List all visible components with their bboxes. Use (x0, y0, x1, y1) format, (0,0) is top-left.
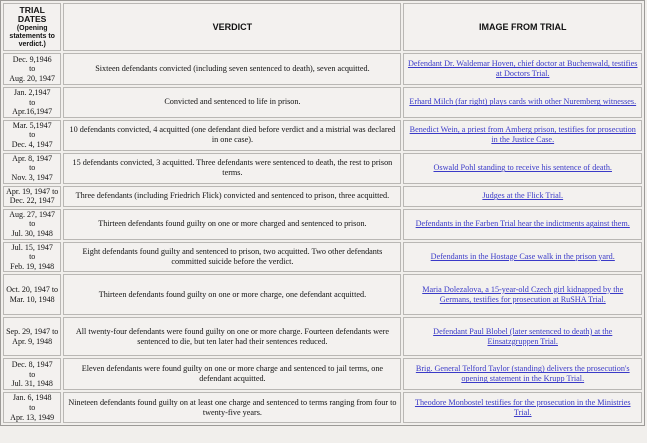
trial-date-line: Jul. 30, 1948 (11, 228, 53, 238)
header-row (3, 3, 642, 51)
dates-header-title: TRIAL DATES (17, 4, 47, 24)
table-row (3, 87, 642, 118)
trial-image-cell (403, 274, 642, 315)
trial-date-line: to (29, 130, 36, 140)
trial-date-line: Apr. 19, 1947 to (6, 186, 59, 196)
trial-dates-cell (3, 392, 61, 423)
verdict-cell: Thirteen defendants found guilty on one or more charged and sentenced to prison. (63, 209, 401, 240)
table-row (3, 358, 642, 390)
trial-date-line: to (29, 369, 36, 379)
verdict-cell: Eight defendants found guilty and sentenced to prison, two acquitted. Two other defendants committed suicide before the verdict. (63, 242, 401, 273)
trial-image-cell (403, 392, 642, 423)
trial-date-line: Feb. 19, 1948 (10, 261, 55, 271)
trial-date-line: Nov. 3, 1947 (11, 172, 53, 182)
verdict-cell: Convicted and sentenced to life in prison. (63, 87, 401, 118)
verdict-cell: 10 defendants convicted, 4 acquitted (one defendant died before verdict and a mistrial was declared in one case). (63, 120, 401, 151)
trial-date-line: Apr. 9, 1948 (12, 336, 53, 346)
trial-image-cell (403, 186, 642, 207)
trial-dates-cell (3, 317, 61, 356)
trial-image-link[interactable]: Brig. General Telford Taylor (standing) delivers the prosecution's opening statement in the Krupp Trial. (415, 364, 630, 384)
trial-date-line: to (29, 64, 36, 74)
trial-image-cell (403, 358, 642, 390)
trial-image-link[interactable]: Defendants in the Hostage Case walk in the prison yard. (430, 251, 615, 261)
trial-image-cell (403, 242, 642, 273)
trial-date-line: Dec. 4, 1947 (11, 140, 53, 150)
verdict-column-header: VERDICT (63, 3, 401, 51)
trial-dates-cell (3, 274, 61, 315)
trial-date-line: Apr. 13, 1949 (10, 412, 55, 422)
trial-image-cell (403, 87, 642, 118)
verdict-cell: 15 defendants convicted, 3 acquitted. Three defendants were sentenced to death, the rest to prison terms. (63, 153, 401, 184)
table-row (3, 317, 642, 356)
trial-dates-cell (3, 153, 61, 184)
verdict-cell: Eleven defendants were found guilty on one or more charge and sentenced to jail terms, one defendant acquitted. (63, 358, 401, 390)
dates-column-header (3, 3, 61, 51)
trial-date-line: Jul. 15, 1947 (11, 242, 53, 252)
trial-dates-cell (3, 53, 61, 85)
trial-date-line: to (29, 97, 36, 107)
trial-dates-cell (3, 242, 61, 273)
table-row (3, 242, 642, 273)
trial-image-link[interactable]: Erhard Milch (far right) plays cards with other Nuremberg witnesses. (409, 97, 637, 107)
dates-header-subtitle: (Opening statements to verdict.) (9, 24, 55, 48)
table-row (3, 209, 642, 240)
trial-image-link[interactable]: Defendant Dr. Waldemar Hoven, chief doctor at Buchenwald, testifies at Doctors Trial. (407, 59, 638, 78)
verdict-cell: Three defendants (including Friedrich Flick) convicted and sentenced to prison, three acquitted. (63, 186, 401, 207)
trial-image-link[interactable]: Defendants in the Farben Trial hear the indictments against them. (415, 219, 630, 229)
trial-image-cell (403, 317, 642, 356)
trial-date-line: to (29, 252, 36, 262)
trial-image-link[interactable]: Maria Dolezalova, a 15-year-old Czech girl kidnapped by the Germans, testifies for prosecution at RuSHA Trial. (422, 284, 624, 304)
trial-dates-cell (3, 186, 61, 207)
trial-date-line: to (29, 163, 36, 173)
verdict-cell: Sixteen defendants convicted (including seven sentenced to death), seven acquitted. (63, 53, 401, 85)
trial-image-cell (403, 209, 642, 240)
trials-table-body (3, 53, 642, 423)
trial-image-link[interactable]: Judges at the Flick Trial. (482, 191, 564, 201)
table-row (3, 53, 642, 85)
trial-date-line: Jan. 2,1947 (13, 88, 51, 97)
verdict-cell: Thirteen defendants found guilty on one or more charge, one defendant acquitted. (63, 274, 401, 315)
trial-date-line: Jan. 6, 1948 (12, 393, 52, 403)
trial-date-line: Mar. 5,1947 (12, 120, 52, 130)
trial-date-line: Apr.16,1947 (12, 107, 53, 117)
trial-date-line: Dec. 8, 1947 (11, 359, 53, 369)
table-row (3, 153, 642, 184)
image-column-header: IMAGE FROM TRIAL (403, 3, 642, 51)
trial-image-link[interactable]: Benedict Wein, a priest from Amberg prison, testifies for prosecution in the Justice Case. (409, 125, 636, 145)
trial-image-link[interactable]: Defendant Paul Blobel (later sentenced to death) at the Einsatzgruppen Trial. (433, 326, 613, 346)
trial-date-line: Oct. 20, 1947 to (6, 285, 59, 295)
trial-image-link[interactable]: Oswald Pohl standing to receive his sentence of death. (433, 163, 612, 173)
trial-dates-cell (3, 120, 61, 151)
trial-date-line: Mar. 10, 1948 (9, 294, 55, 304)
trial-image-cell (403, 153, 642, 184)
table-row (3, 186, 642, 207)
trial-date-line: Apr. 8, 1947 (12, 153, 53, 163)
trial-date-line: to (29, 219, 36, 229)
trial-date-line: Aug. 20, 1947 (9, 73, 56, 83)
trial-date-line: Aug. 27, 1947 (9, 209, 56, 219)
verdict-cell: Nineteen defendants found guilty on at least one charge and sentenced to terms ranging from four to twenty-five years. (63, 392, 401, 423)
trial-dates-cell (3, 209, 61, 240)
trial-image-cell (403, 53, 642, 85)
table-row (3, 120, 642, 151)
table-row (3, 392, 642, 423)
table-row (3, 274, 642, 315)
trial-date-line: Dec. 22, 1947 (9, 196, 55, 206)
trial-date-line: Dec. 9,1946 (12, 54, 52, 64)
trial-date-line: Jul. 31, 1948 (11, 379, 53, 389)
trial-dates-cell (3, 358, 61, 390)
trial-date-line: to (29, 403, 36, 413)
verdict-cell: All twenty-four defendants were found guilty on one or more charge. Fourteen defendants were sentenced to die, but ten later had their sentences reduced. (63, 317, 401, 356)
trial-image-cell (403, 120, 642, 151)
trial-image-link[interactable]: Theodore Monbostel testifies for the prosecution in the Ministries Trial. (414, 397, 631, 417)
trial-dates-cell (3, 87, 61, 118)
trial-date-line: Sep. 29, 1947 to (6, 327, 59, 337)
